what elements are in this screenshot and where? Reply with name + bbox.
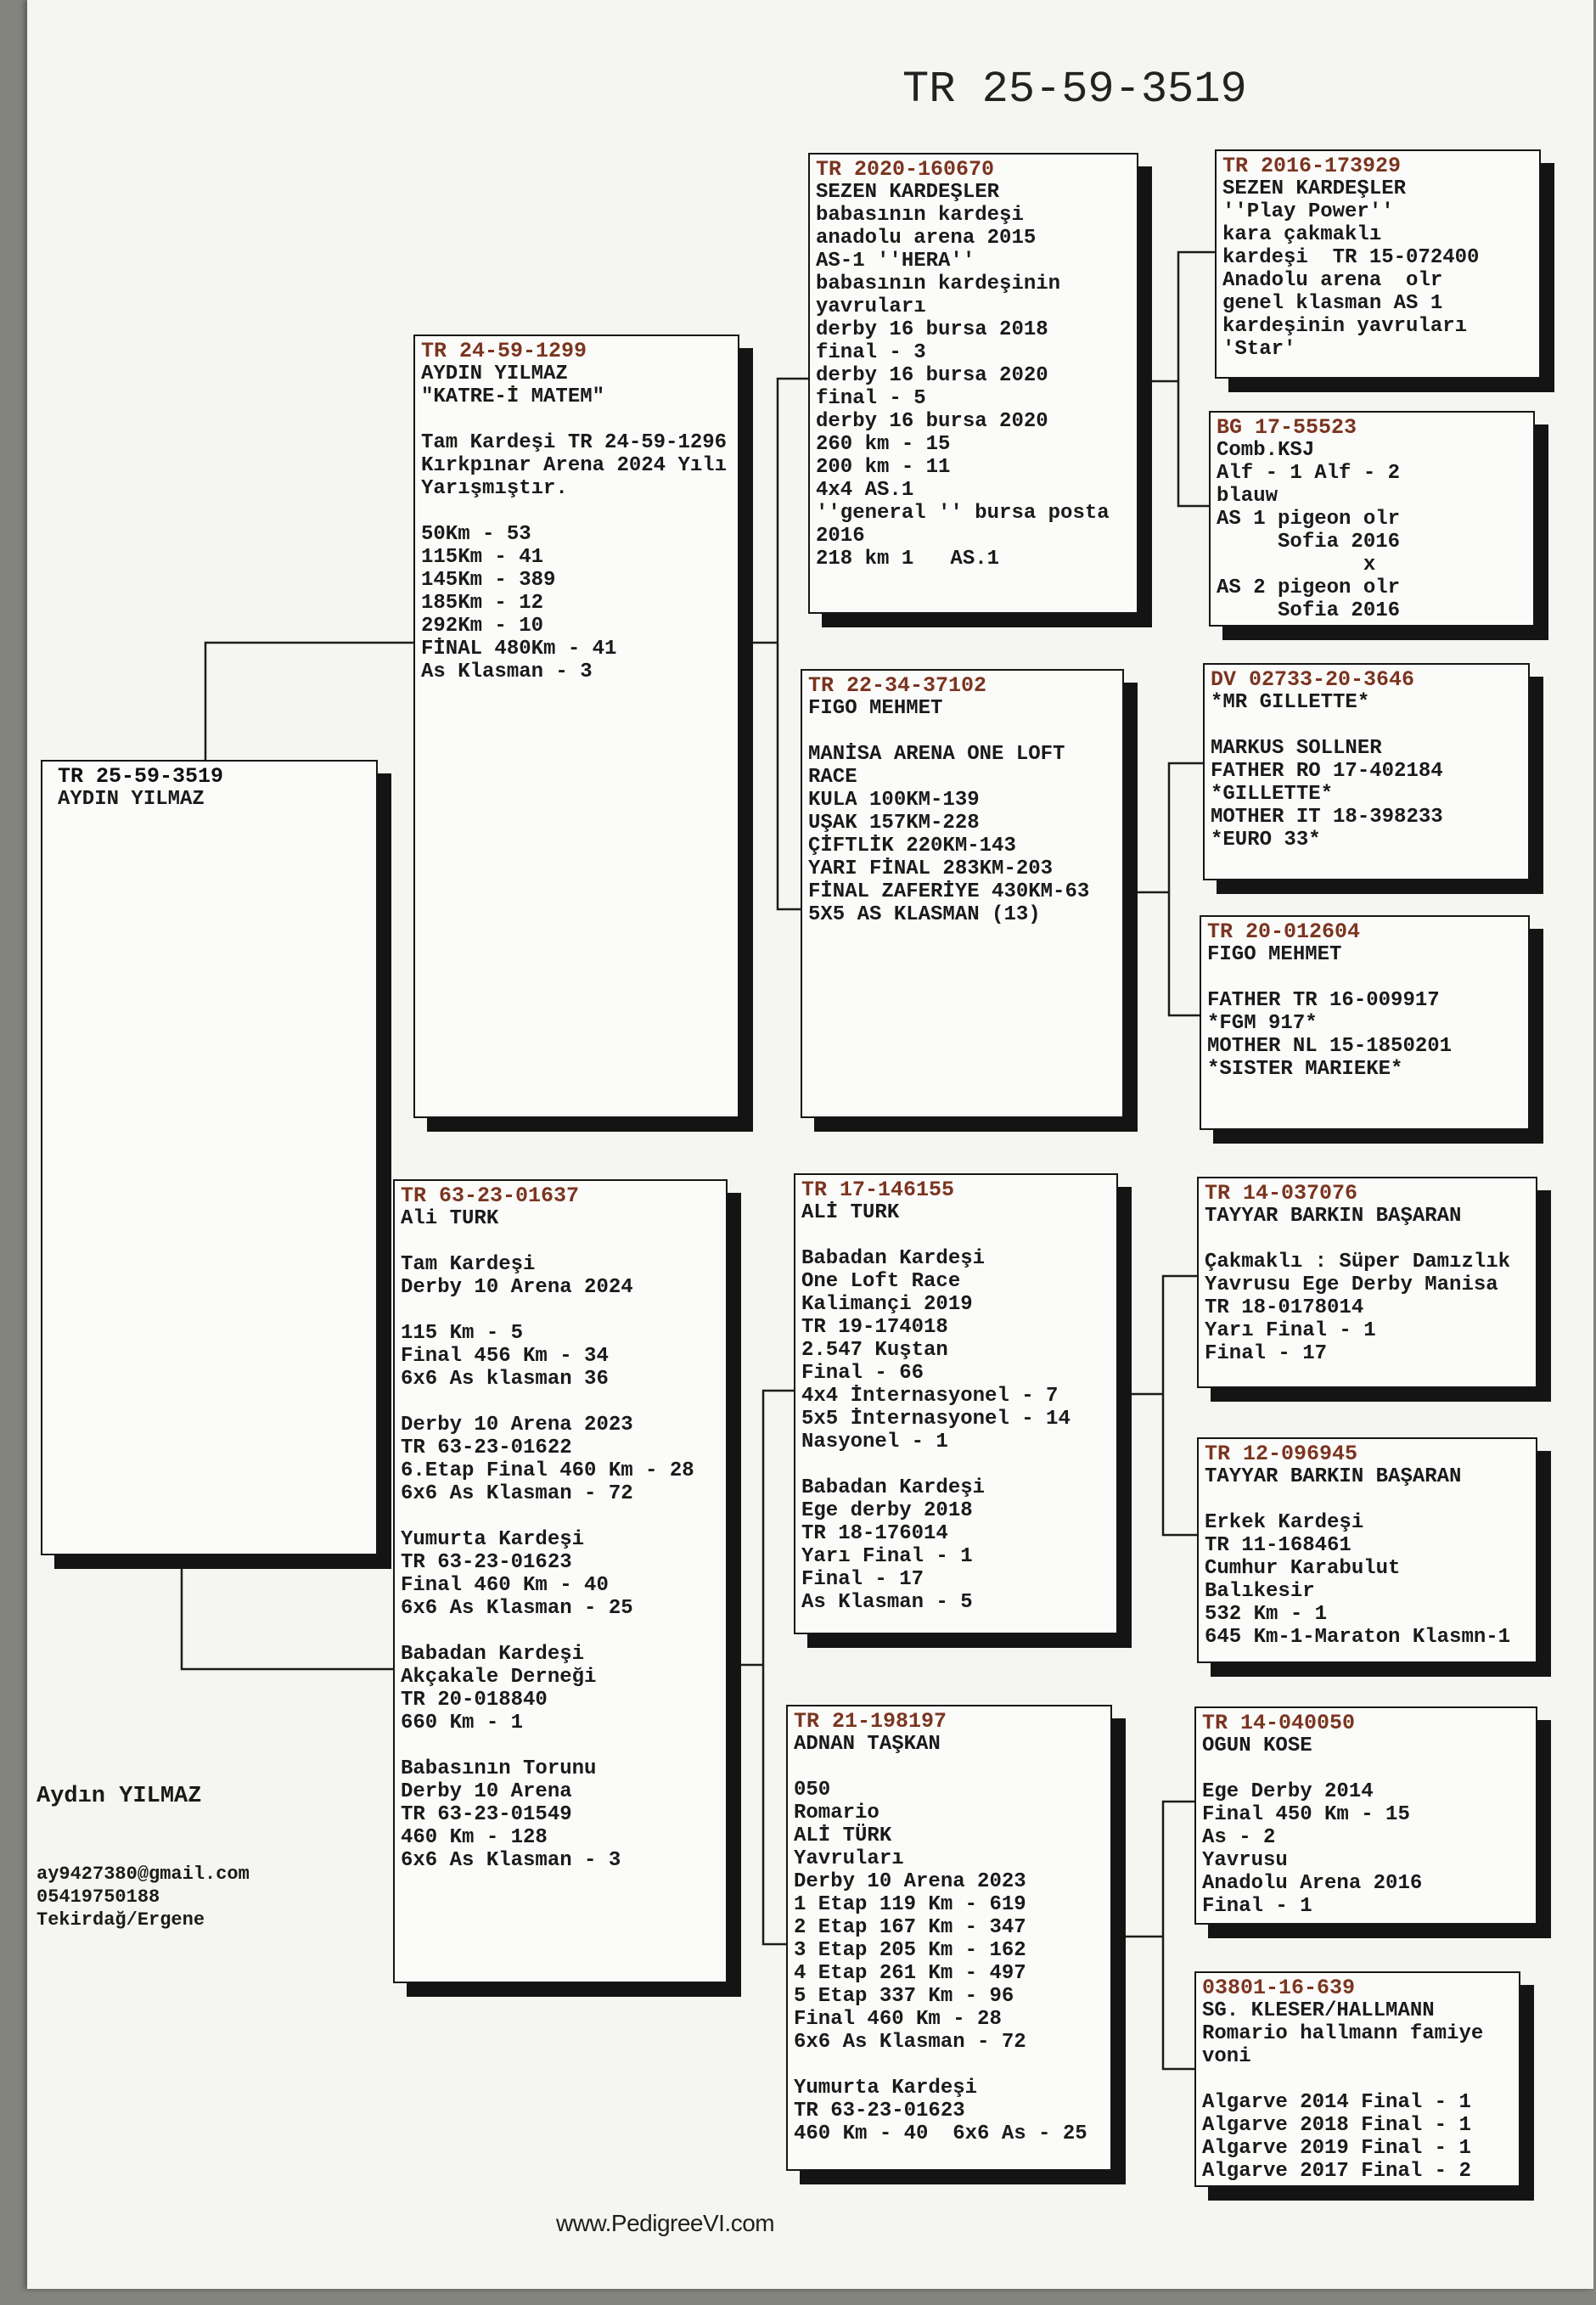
box-text-line: Final 460 Km - 40 bbox=[401, 1574, 609, 1597]
box-text-line: MOTHER NL 15-1850201 bbox=[1207, 1035, 1453, 1058]
box-text-line: kara çakmaklı bbox=[1222, 223, 1382, 246]
box-text-line: Ege derby 2018 bbox=[801, 1499, 973, 1522]
box-text-line: 4x4 AS.1 bbox=[816, 479, 914, 502]
box-text-line: yavruları bbox=[816, 295, 926, 318]
box-text-line: *SISTER MARIEKE* bbox=[1207, 1058, 1403, 1081]
box-text-line: YARI FİNAL 283KM-203 bbox=[808, 857, 1054, 880]
box-text-line: 145Km - 389 bbox=[421, 569, 556, 592]
box-text-line: 050 bbox=[794, 1779, 831, 1802]
box-text-line: As Klasman - 5 bbox=[801, 1591, 973, 1614]
box-text-line: 6x6 As klasman 36 bbox=[401, 1368, 609, 1391]
box-text-line: MANİSA ARENA ONE LOFT bbox=[808, 743, 1065, 766]
box-text-line: Kalimançi 2019 bbox=[801, 1293, 973, 1316]
box-text-line: Yarışmıştır. bbox=[421, 477, 568, 500]
box-text-line: blauw bbox=[1217, 485, 1278, 508]
blank-line bbox=[1207, 966, 1522, 989]
box-text-line: Comb.KSJ bbox=[1217, 439, 1315, 462]
box-text-line: Balıkesir bbox=[1205, 1580, 1315, 1603]
box-text-line: 3 Etap 205 Km - 162 bbox=[794, 1939, 1026, 1962]
box-text-line: OGUN KOSE bbox=[1202, 1734, 1312, 1757]
box-text-line: KULA 100KM-139 bbox=[808, 789, 980, 812]
blank-line bbox=[1211, 714, 1522, 737]
ring-number: TR 22-34-37102 bbox=[808, 673, 987, 698]
connector-line bbox=[1163, 1802, 1194, 2069]
pedigree-box-sire-dam-sire bbox=[1203, 663, 1530, 880]
box-text-line: Algarve 2019 Final - 1 bbox=[1202, 2137, 1471, 2160]
box-text-line: FİNAL ZAFERİYE 430KM-63 bbox=[808, 880, 1090, 903]
box-text-line: *FGM 917* bbox=[1207, 1012, 1318, 1035]
box-text-line: 6.Etap Final 460 Km - 28 bbox=[401, 1459, 694, 1482]
pedigree-box-dam bbox=[393, 1179, 728, 1983]
box-text-line: FATHER TR 16-009917 bbox=[1207, 989, 1440, 1012]
connector-line bbox=[205, 643, 413, 760]
box-text-line: TR 63-23-01623 bbox=[794, 2100, 965, 2122]
owner-spacer bbox=[37, 1812, 250, 1863]
box-text-line: Çakmaklı : Süper Damızlık bbox=[1205, 1251, 1511, 1273]
box-text-line: Yavrusu Ege Derby Manisa bbox=[1205, 1273, 1498, 1296]
blank-line bbox=[401, 1391, 720, 1414]
box-text-line: TR 19-174018 bbox=[801, 1316, 948, 1339]
pedigree-box-sire bbox=[413, 335, 739, 1118]
box-text-line: Babasının Torunu bbox=[401, 1757, 597, 1780]
box-text-line: Yavrusu bbox=[1202, 1849, 1288, 1872]
box-text-line: Final 460 Km - 28 bbox=[794, 2008, 1002, 2031]
box-text-line: Alf - 1 Alf - 2 bbox=[1217, 462, 1401, 485]
box-text-line: Final - 17 bbox=[1205, 1342, 1328, 1365]
box-text-line: Algarve 2018 Final - 1 bbox=[1202, 2114, 1471, 2137]
box-text-line: Ali TURK bbox=[401, 1207, 499, 1230]
pedigree-box-sire-sire-dam bbox=[1209, 411, 1535, 627]
ring-number: TR 63-23-01637 bbox=[401, 1183, 580, 1208]
box-text-line: final - 3 bbox=[816, 341, 926, 364]
box-text-line: Cumhur Karabulut bbox=[1205, 1557, 1401, 1580]
box-text-line: Final - 1 bbox=[1202, 1895, 1312, 1918]
box-text-line: Romario bbox=[794, 1802, 879, 1824]
owner-email: ay9427380@gmail.com bbox=[37, 1864, 250, 1885]
ring-number: TR 24-59-1299 bbox=[421, 339, 587, 363]
box-text-line: babasının kardeşinin bbox=[816, 273, 1061, 295]
box-text-line: TR 63-23-01623 bbox=[401, 1551, 572, 1574]
box-text-line: Babadan Kardeşi bbox=[801, 1247, 986, 1270]
box-text-line: Romario hallmann famiye bbox=[1202, 2022, 1484, 2045]
box-text-line: Derby 10 Arena 2023 bbox=[401, 1414, 633, 1436]
blank-line bbox=[808, 720, 1116, 743]
box-text-line: Anadolu Arena 2016 bbox=[1202, 1872, 1423, 1895]
box-text-line: 6x6 As Klasman - 25 bbox=[401, 1597, 633, 1620]
box-text-line: 4x4 İnternasyonel - 7 bbox=[801, 1385, 1059, 1408]
pedigree-box-sire-sire-sire bbox=[1215, 149, 1541, 379]
connector-line bbox=[182, 1555, 393, 1669]
box-text-line: AS-1 ''HERA'' bbox=[816, 250, 975, 273]
box-text-line: TAYYAR BARKIN BAŞARAN bbox=[1205, 1205, 1462, 1228]
box-text-line: Derby 10 Arena 2024 bbox=[401, 1276, 633, 1299]
box-text-line: Algarve 2017 Final - 2 bbox=[1202, 2160, 1471, 2183]
box-text-line: *EURO 33* bbox=[1211, 829, 1321, 852]
blank-line bbox=[1202, 2068, 1513, 2091]
box-text-line: TR 11-168461 bbox=[1205, 1534, 1352, 1557]
box-text-line: Kırkpınar Arena 2024 Yılı bbox=[421, 454, 728, 477]
ring-number: BG 17-55523 bbox=[1217, 415, 1357, 440]
box-text-line: kardeşinin yavruları bbox=[1222, 315, 1468, 338]
box-text-line: Yavruları bbox=[794, 1847, 904, 1870]
pedigree-box-sire-sire bbox=[808, 153, 1138, 614]
box-text-line: AYDIN YILMAZ bbox=[421, 363, 568, 385]
box-text-line: Babadan Kardeşi bbox=[401, 1643, 585, 1666]
box-text-line: final - 5 bbox=[816, 387, 926, 410]
box-text-line: 5 Etap 337 Km - 96 bbox=[794, 1985, 1014, 2008]
box-text-line: MOTHER IT 18-398233 bbox=[1211, 806, 1443, 829]
blank-line bbox=[401, 1620, 720, 1643]
box-text-line: Final - 66 bbox=[801, 1362, 924, 1385]
blank-line bbox=[1205, 1228, 1530, 1251]
box-text-line: Sofia 2016 bbox=[1217, 531, 1401, 554]
blank-line bbox=[421, 500, 732, 523]
pedigree-box-dam-sire-sire bbox=[1197, 1177, 1537, 1388]
box-text-line: 218 km 1 AS.1 bbox=[816, 548, 1000, 571]
footer-logo: www.PedigreeVI.com bbox=[556, 2210, 775, 2236]
box-text-line: SG. KLESER/HALLMANN bbox=[1202, 1999, 1435, 2022]
box-text-line: SEZEN KARDEŞLER bbox=[816, 181, 1000, 204]
pedigree-box-sire-dam bbox=[801, 669, 1124, 1118]
box-text-line: Yumurta Kardeşi bbox=[401, 1528, 585, 1551]
box-text-line: TAYYAR BARKIN BAŞARAN bbox=[1205, 1465, 1462, 1488]
box-text-line: 1 Etap 119 Km - 619 bbox=[794, 1893, 1026, 1916]
pedigree-box-dam-dam bbox=[786, 1705, 1112, 2171]
box-text-line: kardeşi TR 15-072400 bbox=[1222, 246, 1480, 269]
box-text-line: "KATRE-İ MATEM" bbox=[421, 385, 605, 408]
box-text-line: *MR GILLETTE* bbox=[1211, 691, 1370, 714]
pedigree-title: TR 25-59-3519 bbox=[902, 65, 1247, 115]
box-text-line: derby 16 bursa 2020 bbox=[816, 364, 1048, 387]
blank-line bbox=[801, 1224, 1110, 1247]
box-text-line: 5X5 AS KLASMAN (13) bbox=[808, 903, 1041, 926]
pedigree-box-dam-sire bbox=[794, 1173, 1118, 1634]
box-text-line: 460 Km - 40 6x6 As - 25 bbox=[794, 2122, 1087, 2145]
box-text-line: TR 18-0178014 bbox=[1205, 1296, 1364, 1319]
box-text-line: 200 km - 11 bbox=[816, 456, 951, 479]
box-text-line: As Klasman - 3 bbox=[421, 661, 593, 683]
box-text-line: AS 2 pigeon olr bbox=[1217, 576, 1401, 599]
box-text-line: AYDIN YILMAZ bbox=[58, 788, 205, 811]
box-text-line: ADNAN TAŞKAN bbox=[794, 1733, 941, 1756]
box-text-line: Ege Derby 2014 bbox=[1202, 1780, 1374, 1803]
box-text-line: Tam Kardeşi bbox=[401, 1253, 536, 1276]
box-text-line: *GILLETTE* bbox=[1211, 783, 1334, 806]
box-text-line: Final 450 Km - 15 bbox=[1202, 1803, 1410, 1826]
box-text-line: 532 Km - 1 bbox=[1205, 1603, 1328, 1626]
ring-number: TR 14-040050 bbox=[1202, 1711, 1356, 1735]
box-text-line: 4 Etap 261 Km - 497 bbox=[794, 1962, 1026, 1985]
box-text-line: FİNAL 480Km - 41 bbox=[421, 638, 617, 661]
connector-line bbox=[1169, 763, 1203, 1015]
owner-name: Aydın YILMAZ bbox=[37, 1784, 202, 1809]
box-text-line: Final 456 Km - 34 bbox=[401, 1345, 609, 1368]
pedigree-box-dam-sire-dam bbox=[1197, 1437, 1537, 1663]
box-text-line: Yumurta Kardeşi bbox=[794, 2077, 978, 2100]
box-text-line: 115Km - 41 bbox=[421, 546, 544, 569]
box-text-line: RACE bbox=[808, 766, 857, 789]
box-text-line: Tam Kardeşi TR 24-59-1296 bbox=[421, 431, 728, 454]
box-text-line: SEZEN KARDEŞLER bbox=[1222, 177, 1407, 200]
box-text-line: UŞAK 157KM-228 bbox=[808, 812, 980, 835]
blank-line bbox=[401, 1299, 720, 1322]
connector-line bbox=[1163, 1276, 1197, 1535]
blank-line bbox=[401, 1734, 720, 1757]
box-text-line: voni bbox=[1202, 2045, 1251, 2068]
box-text-line: Sofia 2016 bbox=[1217, 599, 1401, 622]
pedigree-box-sire-dam-dam bbox=[1200, 915, 1530, 1130]
box-text-line: 2.547 Kuştan bbox=[801, 1339, 948, 1362]
ring-number: TR 2016-173929 bbox=[1222, 154, 1402, 178]
ring-number: TR 20-012604 bbox=[1207, 919, 1361, 944]
box-text-line: 6x6 As Klasman - 72 bbox=[401, 1482, 633, 1505]
box-text-line: 50Km - 53 bbox=[421, 523, 531, 546]
box-text-line: ALİ TURK bbox=[801, 1201, 900, 1224]
ring-number: TR 2020-160670 bbox=[816, 157, 995, 182]
box-text-line: Akçakale Derneği bbox=[401, 1666, 597, 1689]
blank-line bbox=[794, 1756, 1104, 1779]
box-text-line: FIGO MEHMET bbox=[808, 697, 943, 720]
box-text-line: TR 20-018840 bbox=[401, 1689, 548, 1712]
pedigree-box-subject bbox=[41, 760, 378, 1555]
box-text-line: genel klasman AS 1 bbox=[1222, 292, 1443, 315]
box-text-line: 2016 bbox=[816, 525, 865, 548]
box-text-line: 260 km - 15 bbox=[816, 433, 951, 456]
pedigree-box-dam-dam-sire bbox=[1194, 1706, 1537, 1925]
box-text-line: TR 63-23-01622 bbox=[401, 1436, 572, 1459]
box-text-line: As - 2 bbox=[1202, 1826, 1276, 1849]
ring-number: TR 12-096945 bbox=[1205, 1442, 1358, 1466]
box-text-line: Derby 10 Arena 2023 bbox=[794, 1870, 1026, 1893]
box-text-line: 460 Km - 128 bbox=[401, 1826, 548, 1849]
box-text-line: TR 18-176014 bbox=[801, 1522, 948, 1545]
box-text-line: ''Play Power'' bbox=[1222, 200, 1394, 223]
box-text-line: 115 Km - 5 bbox=[401, 1322, 524, 1345]
owner-info bbox=[37, 1781, 250, 1931]
blank-line bbox=[401, 1505, 720, 1528]
box-text-line: ALİ TÜRK bbox=[794, 1824, 892, 1847]
box-text-line: Nasyonel - 1 bbox=[801, 1431, 948, 1453]
box-text-line: One Loft Race bbox=[801, 1270, 961, 1293]
ring-number: TR 14-037076 bbox=[1205, 1181, 1358, 1206]
blank-line bbox=[1202, 1757, 1530, 1780]
box-text-line: derby 16 bursa 2018 bbox=[816, 318, 1048, 341]
box-text-line: 6x6 As Klasman - 3 bbox=[401, 1849, 621, 1872]
box-text-line: 5x5 İnternasyonel - 14 bbox=[801, 1408, 1071, 1431]
box-text-line: Algarve 2014 Final - 1 bbox=[1202, 2091, 1471, 2114]
blank-line bbox=[794, 2054, 1104, 2077]
box-text-line: 6x6 As Klasman - 72 bbox=[794, 2031, 1026, 2054]
box-text-line: Final - 17 bbox=[801, 1568, 924, 1591]
ring-number: 03801-16-639 bbox=[1202, 1976, 1356, 2000]
ring-number: TR 17-146155 bbox=[801, 1178, 955, 1202]
box-text-line: derby 16 bursa 2020 bbox=[816, 410, 1048, 433]
box-text-line: 2 Etap 167 Km - 347 bbox=[794, 1916, 1026, 1939]
ring-number: TR 21-198197 bbox=[794, 1709, 947, 1734]
box-text-line: Babadan Kardeşi bbox=[801, 1476, 986, 1499]
box-text-line: 292Km - 10 bbox=[421, 615, 544, 638]
box-text-line: Anadolu arena olr bbox=[1222, 269, 1443, 292]
box-text-line: Derby 10 Arena bbox=[401, 1780, 572, 1803]
ring-number: DV 02733-20-3646 bbox=[1211, 667, 1415, 692]
box-text-line: AS 1 pigeon olr bbox=[1217, 508, 1401, 531]
pedigree-box-dam-dam-dam bbox=[1194, 1971, 1520, 2187]
box-text-line: anadolu arena 2015 bbox=[816, 227, 1037, 250]
box-text-line: MARKUS SOLLNER bbox=[1211, 737, 1382, 760]
box-text-line: Yarı Final - 1 bbox=[801, 1545, 973, 1568]
owner-location: Tekirdağ/Ergene bbox=[37, 1909, 205, 1931]
owner-phone: 05419750188 bbox=[37, 1886, 160, 1908]
blank-line bbox=[421, 408, 732, 431]
blank-line bbox=[801, 1453, 1110, 1476]
box-text-line: Yarı Final - 1 bbox=[1205, 1319, 1376, 1342]
box-text-line: 185Km - 12 bbox=[421, 592, 544, 615]
blank-line bbox=[1205, 1488, 1530, 1511]
box-text-line: Erkek Kardeşi bbox=[1205, 1511, 1364, 1534]
box-text-line: x bbox=[1217, 554, 1376, 576]
box-text-line: 660 Km - 1 bbox=[401, 1712, 524, 1734]
box-text-line: FATHER RO 17-402184 bbox=[1211, 760, 1443, 783]
box-text-line: babasının kardeşi bbox=[816, 204, 1024, 227]
box-text-line: 645 Km-1-Maraton Klasmn-1 bbox=[1205, 1626, 1511, 1649]
blank-line bbox=[401, 1230, 720, 1253]
box-text-line: ÇİFTLİK 220KM-143 bbox=[808, 835, 1016, 857]
ring-number: TR 25-59-3519 bbox=[58, 764, 224, 789]
box-text-line: FIGO MEHMET bbox=[1207, 943, 1342, 966]
box-text-line: ''general '' bursa posta bbox=[816, 502, 1110, 525]
box-text-line: 'Star' bbox=[1222, 338, 1296, 361]
box-text-line: TR 63-23-01549 bbox=[401, 1803, 572, 1826]
